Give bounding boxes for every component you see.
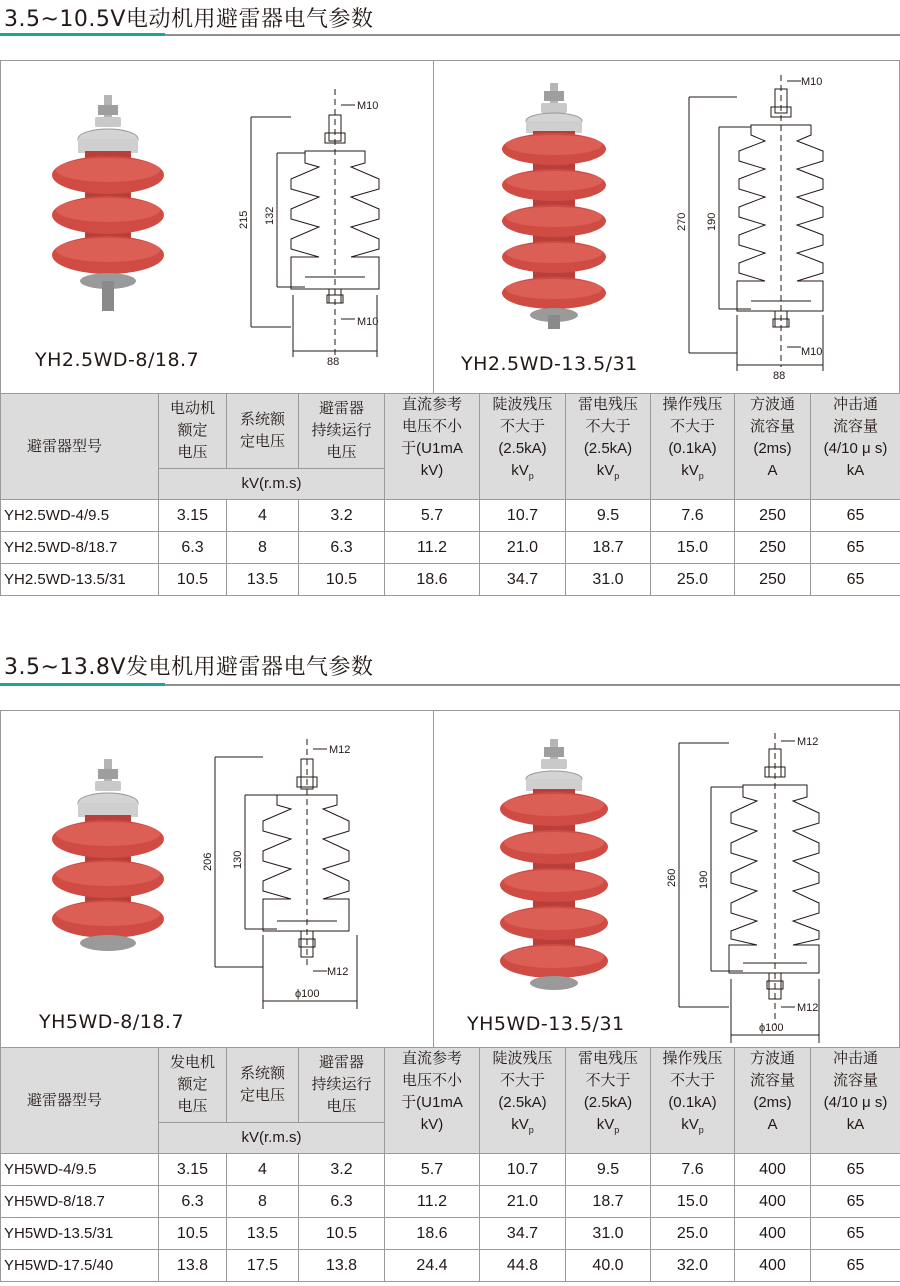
value-cell: 65 (811, 1154, 900, 1186)
value-cell: 9.5 (566, 500, 651, 532)
product-images-panel (0, 710, 900, 1048)
value-cell: 250 (735, 564, 811, 596)
value-cell: 11.2 (385, 1186, 480, 1218)
header-steep-residual: 陡波残压 不大于 (2.5kA) $kV_p$ (480, 394, 566, 500)
product-name-left: YH5WD-8/18.7 (39, 1011, 185, 1033)
header-square-wave: 方波通 流容量 (2ms) A (735, 394, 811, 500)
value-cell: 3.2 (299, 1154, 385, 1186)
section-title-generator: 3.5~13.8V发电机用避雷器电气参数 (4, 655, 374, 680)
value-cell: 250 (735, 500, 811, 532)
value-cell: 31.0 (566, 564, 651, 596)
value-cell: 21.0 (480, 532, 566, 564)
value-cell: 7.6 (651, 500, 735, 532)
product-name-right: YH2.5WD-13.5/31 (461, 353, 638, 375)
value-cell: 13.5 (227, 1218, 299, 1250)
value-cell: 10.5 (159, 564, 227, 596)
header-impulse-capacity: 冲击通 流容量 (4/10 μ s) kA (811, 394, 900, 500)
value-cell: 34.7 (480, 1218, 566, 1250)
header-steep-residual: 陡波残压 不大于 (2.5kA) $kV_p$ (480, 1048, 566, 1154)
spec-table-generator (0, 1047, 900, 1282)
value-cell: 31.0 (566, 1218, 651, 1250)
header-rated-voltage: 电动机 额定 电压 (159, 394, 227, 469)
value-cell: 3.15 (159, 1154, 227, 1186)
value-cell: 15.0 (651, 532, 735, 564)
dim-top-thread: M10 (801, 76, 823, 88)
dim-bottom-thread: M10 (801, 346, 823, 358)
dim-inner-height: 132 (264, 206, 276, 225)
header-unit-group: kV(r.m.s) (159, 1123, 385, 1154)
value-cell: 10.7 (480, 500, 566, 532)
value-cell: 13.8 (299, 1250, 385, 1282)
dim-width: 88 (773, 370, 786, 382)
header-continuous-voltage: 避雷器 持续运行 电压 (299, 1048, 385, 1123)
value-cell: 250 (735, 532, 811, 564)
dimension-drawing-right (665, 727, 855, 1043)
value-cell: 400 (735, 1218, 811, 1250)
header-dc-reference: 直流参考 电压不小 于(U1mA kV) (385, 1048, 480, 1154)
panel-divider (433, 711, 434, 1047)
table-row (1, 1186, 900, 1218)
value-cell: 65 (811, 500, 900, 532)
value-cell: 6.3 (159, 532, 227, 564)
dimension-drawing-right (677, 71, 847, 381)
dim-inner-height: 190 (706, 212, 718, 231)
header-switching-residual: 操作残压 不大于 (0.1kA) $kV_p$ (651, 394, 735, 500)
header-continuous-voltage: 避雷器 持续运行 电压 (299, 394, 385, 469)
table-row (1, 1218, 900, 1250)
arrester-photo-5-shed (489, 739, 619, 1001)
value-cell: 3.15 (159, 500, 227, 532)
dim-inner-height: 190 (698, 870, 710, 889)
header-impulse-capacity: 冲击通 流容量 (4/10 μ s) kA (811, 1048, 900, 1154)
value-cell: 3.2 (299, 500, 385, 532)
header-model: 避雷器型号 (1, 394, 159, 500)
product-name-right: YH5WD-13.5/31 (467, 1013, 625, 1035)
value-cell: 15.0 (651, 1186, 735, 1218)
table-row (1, 500, 900, 532)
dim-total-height: 215 (238, 210, 250, 229)
value-cell: 18.6 (385, 1218, 480, 1250)
value-cell: 25.0 (651, 1218, 735, 1250)
dim-width: ϕ100 (295, 988, 320, 1000)
value-cell: 10.5 (299, 1218, 385, 1250)
value-cell: 21.0 (480, 1186, 566, 1218)
model-cell: YH5WD-17.5/40 (1, 1250, 159, 1282)
arrester-photo-5-shed (489, 83, 619, 333)
model-cell: YH5WD-13.5/31 (1, 1218, 159, 1250)
value-cell: 32.0 (651, 1250, 735, 1282)
dim-top-thread: M12 (329, 744, 351, 756)
value-cell: 11.2 (385, 532, 480, 564)
header-dc-reference: 直流参考 电压不小 于(U1mA kV) (385, 394, 480, 500)
dim-top-thread: M10 (357, 100, 379, 112)
table-row (1, 1154, 900, 1186)
value-cell: 9.5 (566, 1154, 651, 1186)
dim-total-height: 206 (202, 852, 214, 871)
value-cell: 7.6 (651, 1154, 735, 1186)
value-cell: 6.3 (299, 1186, 385, 1218)
value-cell: 400 (735, 1154, 811, 1186)
value-cell: 5.7 (385, 500, 480, 532)
value-cell: 10.7 (480, 1154, 566, 1186)
section-title-motor: 3.5~10.5V电动机用避雷器电气参数 (4, 7, 374, 32)
dim-width: 88 (327, 356, 340, 368)
arrester-photo-3-shed (43, 759, 173, 979)
table-row (1, 564, 900, 596)
value-cell: 25.0 (651, 564, 735, 596)
header-model: 避雷器型号 (1, 1048, 159, 1154)
dim-width: ϕ100 (759, 1022, 784, 1034)
value-cell: 8 (227, 532, 299, 564)
value-cell: 4 (227, 500, 299, 532)
dim-top-thread: M12 (797, 736, 819, 748)
header-rated-voltage: 发电机 额定 电压 (159, 1048, 227, 1123)
value-cell: 24.4 (385, 1250, 480, 1282)
value-cell: 40.0 (566, 1250, 651, 1282)
table-row (1, 532, 900, 564)
value-cell: 18.7 (566, 1186, 651, 1218)
model-cell: YH5WD-8/18.7 (1, 1186, 159, 1218)
dim-inner-height: 130 (232, 850, 244, 869)
value-cell: 18.7 (566, 532, 651, 564)
model-cell: YH2.5WD-4/9.5 (1, 500, 159, 532)
value-cell: 6.3 (299, 532, 385, 564)
spec-table-motor (0, 393, 900, 596)
dim-total-height: 260 (666, 868, 678, 887)
value-cell: 13.8 (159, 1250, 227, 1282)
section-accent-bar (0, 33, 165, 36)
product-name-left: YH2.5WD-8/18.7 (35, 349, 200, 371)
value-cell: 34.7 (480, 564, 566, 596)
header-switching-residual: 操作残压 不大于 (0.1kA) $kV_p$ (651, 1048, 735, 1154)
value-cell: 400 (735, 1186, 811, 1218)
model-cell: YH2.5WD-8/18.7 (1, 532, 159, 564)
panel-divider (433, 61, 434, 393)
value-cell: 17.5 (227, 1250, 299, 1282)
header-lightning-residual: 雷电残压 不大于 (2.5kA) $kV_p$ (566, 394, 651, 500)
value-cell: 44.8 (480, 1250, 566, 1282)
dimension-drawing-left (197, 735, 377, 1035)
header-square-wave: 方波通 流容量 (2ms) A (735, 1048, 811, 1154)
dim-total-height: 270 (676, 212, 688, 231)
model-cell: YH5WD-4/9.5 (1, 1154, 159, 1186)
product-images-panel (0, 60, 900, 394)
value-cell: 65 (811, 1186, 900, 1218)
dim-bottom-thread: M12 (327, 966, 349, 978)
dim-bottom-thread: M10 (357, 316, 379, 328)
value-cell: 8 (227, 1186, 299, 1218)
table-row (1, 1250, 900, 1282)
value-cell: 65 (811, 1218, 900, 1250)
section-accent-bar (0, 683, 165, 686)
header-system-voltage: 系统额 定电压 (227, 394, 299, 469)
value-cell: 10.5 (299, 564, 385, 596)
value-cell: 10.5 (159, 1218, 227, 1250)
value-cell: 13.5 (227, 564, 299, 596)
value-cell: 4 (227, 1154, 299, 1186)
dim-bottom-thread: M12 (797, 1002, 819, 1014)
value-cell: 18.6 (385, 564, 480, 596)
value-cell: 65 (811, 532, 900, 564)
header-unit-group: kV(r.m.s) (159, 469, 385, 500)
model-cell: YH2.5WD-13.5/31 (1, 564, 159, 596)
value-cell: 5.7 (385, 1154, 480, 1186)
dimension-drawing-left (231, 89, 391, 379)
value-cell: 400 (735, 1250, 811, 1282)
arrester-photo-3-shed (43, 95, 173, 325)
header-lightning-residual: 雷电残压 不大于 (2.5kA) $kV_p$ (566, 1048, 651, 1154)
header-system-voltage: 系统额 定电压 (227, 1048, 299, 1123)
value-cell: 65 (811, 1250, 900, 1282)
value-cell: 65 (811, 564, 900, 596)
value-cell: 6.3 (159, 1186, 227, 1218)
